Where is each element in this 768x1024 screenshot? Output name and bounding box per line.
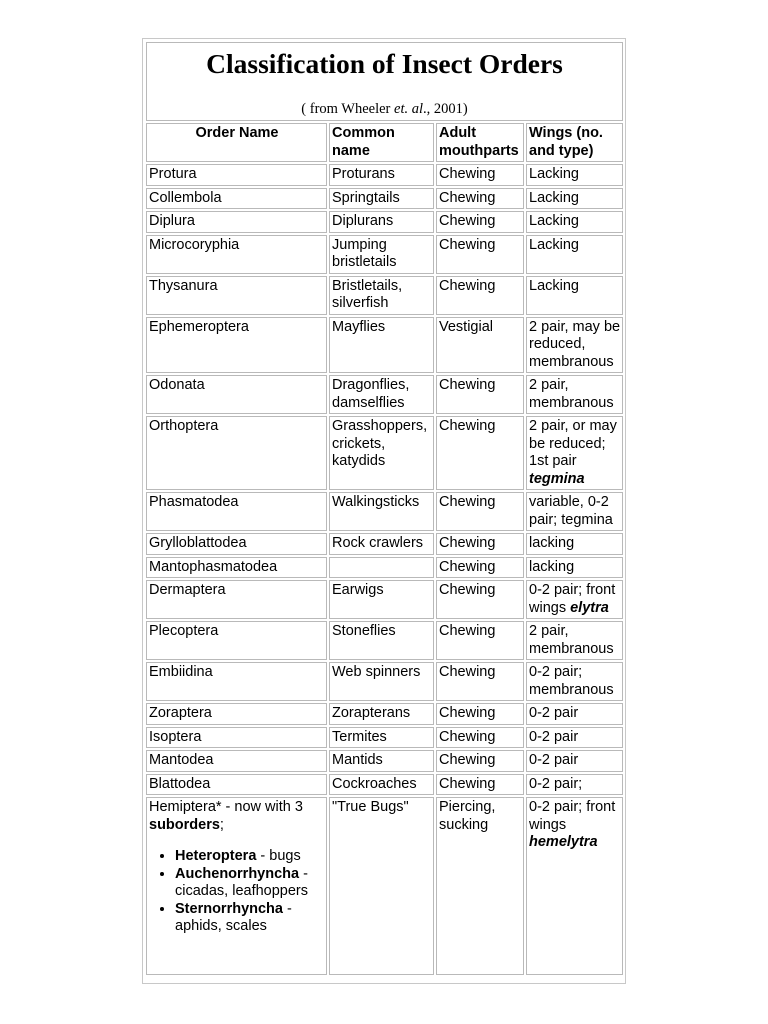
header-row <box>146 123 623 162</box>
suborder-desc: - bugs <box>256 848 301 864</box>
common-name-cell: Proturans <box>329 164 434 186</box>
mouthparts-cell: Chewing <box>436 188 524 210</box>
common-name-cell: Mayflies <box>329 317 434 374</box>
wings-cell <box>526 703 623 725</box>
wings-text: variable, 0-2 pair; tegmina <box>529 494 613 528</box>
order-cell: Blattodea <box>146 774 327 796</box>
mouthparts-cell: Chewing <box>436 774 524 796</box>
order-cell: Zoraptera <box>146 703 327 725</box>
page-title: Classification of Insect Orders <box>206 48 563 79</box>
wings-text: Lacking <box>529 189 579 206</box>
wings-cell <box>526 727 623 749</box>
wings-text: 0-2 pair <box>529 752 579 768</box>
wings-cell <box>526 557 623 579</box>
title-cell <box>146 42 623 121</box>
mouthparts-cell: Chewing <box>436 416 524 490</box>
suborder-name: Heteroptera <box>175 848 257 864</box>
mouthparts-cell: Chewing <box>436 235 524 274</box>
header-wings: Wings (no. and type) <box>526 123 623 162</box>
table-row <box>146 703 623 725</box>
table-row <box>146 375 623 414</box>
table-row <box>146 317 623 374</box>
wings-text: lacking <box>529 558 575 575</box>
order-cell: Collembola <box>146 188 327 210</box>
common-name-cell: Walkingsticks <box>329 492 434 531</box>
header-common-name: Common name <box>329 123 434 162</box>
common-name-cell: Mantids <box>329 750 434 772</box>
order-cell: Phasmatodea <box>146 492 327 531</box>
wings-emphasis: tegmina <box>529 470 585 487</box>
wings-cell <box>526 211 623 233</box>
table-body <box>146 164 623 795</box>
wings-cell <box>526 317 623 374</box>
mouthparts-cell: Chewing <box>436 703 524 725</box>
suborder-item <box>175 901 325 936</box>
mouthparts-cell: Chewing <box>436 492 524 531</box>
table-row <box>146 580 623 619</box>
mouthparts-cell: Chewing <box>436 750 524 772</box>
wings-text: Lacking <box>529 277 579 294</box>
common-name-cell: Stoneflies <box>329 621 434 660</box>
hemiptera-prefix: Hemiptera* - now with 3 <box>149 799 303 815</box>
common-name-cell: Web spinners <box>329 662 434 701</box>
table-row-hemiptera <box>146 797 623 975</box>
mouthparts-cell: Chewing <box>436 164 524 186</box>
wings-text: 2 pair, membranous <box>529 623 614 657</box>
wings-cell <box>526 164 623 186</box>
subtitle-italic: et. al <box>394 101 424 117</box>
order-cell: Embiidina <box>146 662 327 701</box>
wings-text: 2 pair, or may be reduced; 1st pair <box>529 418 617 469</box>
common-name-cell <box>329 557 434 579</box>
mouthparts-cell: Chewing <box>436 533 524 555</box>
wings-cell <box>526 235 623 274</box>
wings-text: 0-2 pair <box>529 728 579 745</box>
order-cell: Diplura <box>146 211 327 233</box>
wings-cell <box>526 375 623 414</box>
common-name-cell: Bristletails, silverfish <box>329 276 434 315</box>
wings-emphasis: elytra <box>570 599 609 616</box>
order-cell <box>146 797 327 975</box>
wings-cell <box>526 276 623 315</box>
hemiptera-suffix: ; <box>219 816 224 833</box>
hemiptera-suborders-label: suborders <box>149 816 220 833</box>
wings-cell <box>526 580 623 619</box>
suborder-desc: - aphids, scales <box>175 900 292 934</box>
table-row <box>146 621 623 660</box>
table-row <box>146 235 623 274</box>
order-cell: Mantodea <box>146 750 327 772</box>
table-row <box>146 662 623 701</box>
order-cell: Ephemeroptera <box>146 317 327 374</box>
suborder-name: Sternorrhyncha <box>175 900 283 917</box>
order-cell: Plecoptera <box>146 621 327 660</box>
order-cell: Grylloblattodea <box>146 533 327 555</box>
common-name-cell: Dragonflies, damselflies <box>329 375 434 414</box>
order-cell: Isoptera <box>146 727 327 749</box>
mouthparts-cell: Chewing <box>436 276 524 315</box>
mouthparts-cell: Chewing <box>436 580 524 619</box>
order-cell: Odonata <box>146 375 327 414</box>
mouthparts-cell: Chewing <box>436 662 524 701</box>
table-row <box>146 750 623 772</box>
wings-text: lacking <box>529 535 575 551</box>
wings-cell <box>526 188 623 210</box>
mouthparts-cell: Piercing, sucking <box>436 797 524 975</box>
common-name-cell: Earwigs <box>329 580 434 619</box>
table-row <box>146 557 623 579</box>
mouthparts-cell: Chewing <box>436 375 524 414</box>
mouthparts-cell: Chewing <box>436 727 524 749</box>
table-row <box>146 211 623 233</box>
suborder-item <box>175 866 325 901</box>
wings-cell <box>526 662 623 701</box>
table-row <box>146 164 623 186</box>
wings-text: Lacking <box>529 236 579 253</box>
subtitle-prefix: ( from Wheeler <box>301 101 395 117</box>
wings-text: 0-2 pair; <box>529 775 583 792</box>
wings-text: 2 pair, may be reduced, membranous <box>529 318 621 370</box>
common-name-cell: Jumping bristletails <box>329 235 434 274</box>
suborder-desc: - cicadas, leafhoppers <box>175 865 308 899</box>
table-row <box>146 492 623 531</box>
wings-cell <box>526 533 623 555</box>
table-row <box>146 276 623 315</box>
wings-text: Lacking <box>529 213 579 229</box>
order-cell: Orthoptera <box>146 416 327 490</box>
common-name-cell: "True Bugs" <box>329 797 434 975</box>
table-row <box>146 774 623 796</box>
wings-cell <box>526 774 623 796</box>
mouthparts-cell: Chewing <box>436 621 524 660</box>
wings-cell <box>526 797 623 975</box>
common-name-cell: Cockroaches <box>329 774 434 796</box>
header-order-name: Order Name <box>146 123 327 162</box>
suborder-name: Auchenorrhyncha <box>175 865 300 882</box>
wings-text: 2 pair, membranous <box>529 377 614 411</box>
page-subtitle <box>147 100 622 118</box>
mouthparts-cell: Vestigial <box>436 317 524 374</box>
order-cell: Microcoryphia <box>146 235 327 274</box>
order-cell: Mantophasmatodea <box>146 557 327 579</box>
common-name-cell: Grasshoppers, crickets, katydids <box>329 416 434 490</box>
wings-cell <box>526 750 623 772</box>
table-row <box>146 533 623 555</box>
wings-emphasis: hemelytra <box>529 834 598 850</box>
suborder-item <box>175 848 325 866</box>
wings-text: 0-2 pair; front wings <box>529 582 616 616</box>
header-adult-mouthparts: Adult mouthparts <box>436 123 524 162</box>
insect-orders-table <box>144 40 625 977</box>
wings-cell <box>526 621 623 660</box>
mouthparts-cell: Chewing <box>436 557 524 579</box>
common-name-cell: Termites <box>329 727 434 749</box>
order-cell: Dermaptera <box>146 580 327 619</box>
wings-cell <box>526 416 623 490</box>
common-name-cell: Springtails <box>329 188 434 210</box>
wings-text: 0-2 pair; membranous <box>529 664 614 698</box>
wings-text: 0-2 pair <box>529 705 579 721</box>
subtitle-suffix: ., 2001) <box>423 101 468 117</box>
table-row <box>146 188 623 210</box>
mouthparts-cell: Chewing <box>436 211 524 233</box>
wings-text: Lacking <box>529 166 579 182</box>
table-row <box>146 416 623 490</box>
order-cell: Thysanura <box>146 276 327 315</box>
order-cell: Protura <box>146 164 327 186</box>
suborder-list <box>149 848 325 936</box>
common-name-cell: Zorapterans <box>329 703 434 725</box>
table-row <box>146 727 623 749</box>
wings-cell <box>526 492 623 531</box>
wings-text: 0-2 pair; front wings <box>529 799 616 833</box>
common-name-cell: Diplurans <box>329 211 434 233</box>
common-name-cell: Rock crawlers <box>329 533 434 555</box>
